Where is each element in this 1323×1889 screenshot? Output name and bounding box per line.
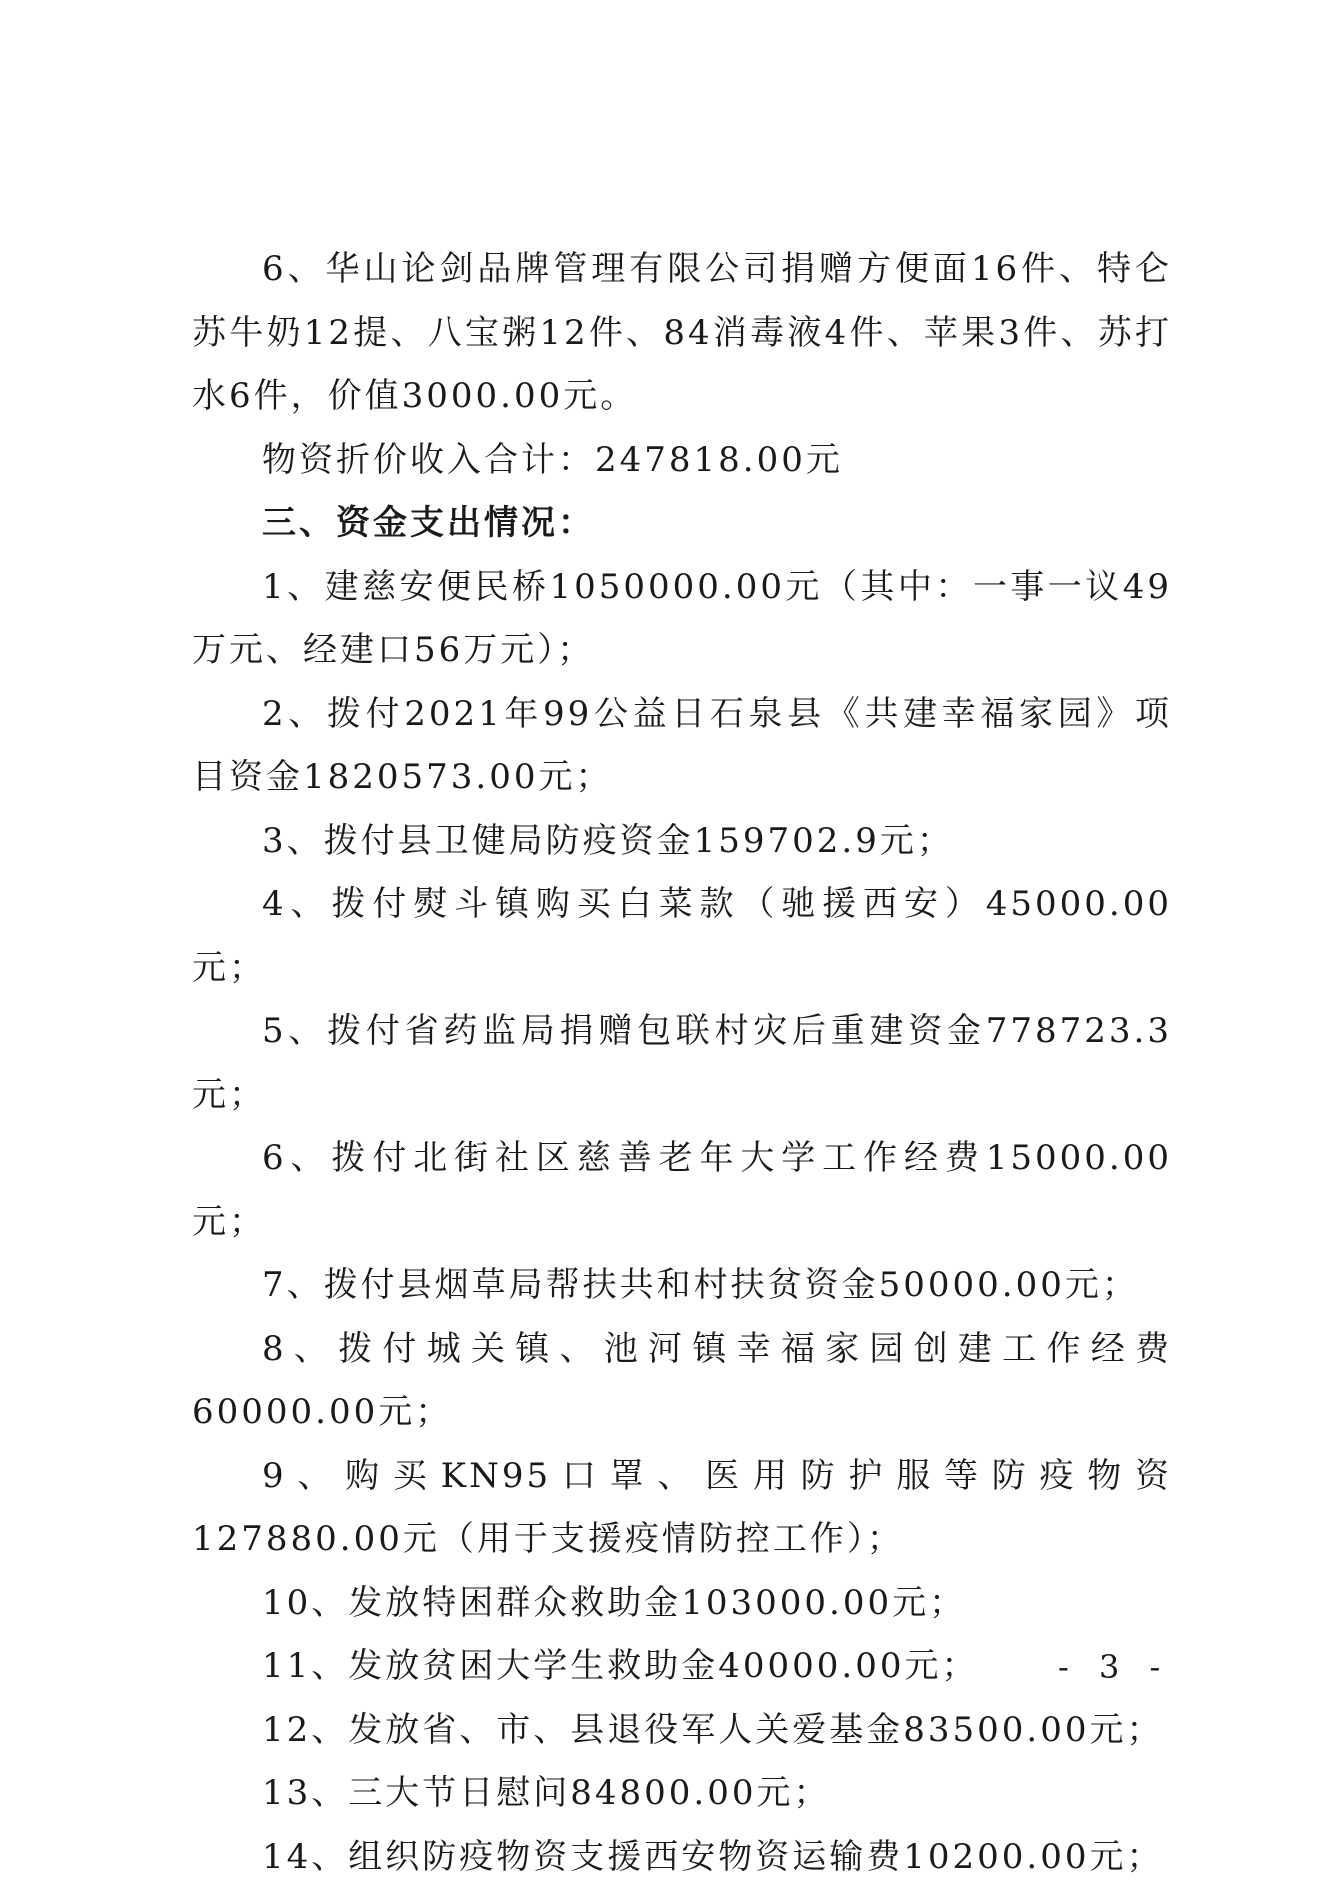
expenditure-item-12: 12、发放省、市、县退役军人关爱基金83500.00元；: [192, 1699, 1172, 1763]
expenditure-item-14: 14、组织防疫物资支援西安物资运输费10200.00元；: [192, 1826, 1172, 1889]
expenditure-item-10: 10、发放特困群众救助金103000.00元；: [192, 1572, 1172, 1636]
expenditure-item-6: 6、拨付北街社区慈善老年大学工作经费15000.00元；: [192, 1127, 1172, 1254]
expenditure-item-1: 1、建慈安便民桥1050000.00元（其中：一事一议49万元、经建口56万元）；: [192, 556, 1172, 683]
expenditure-item-5: 5、拨付省药监局捐赠包联村灾后重建资金778723.3元；: [192, 1000, 1172, 1127]
expenditure-item-11: 11、发放贫困大学生救助金40000.00元；: [192, 1635, 1172, 1699]
expenditure-item-2: 2、拨付2021年99公益日石泉县《共建幸福家园》项目资金1820573.00元；: [192, 683, 1172, 810]
expenditure-item-8: 8、拨付城关镇、池河镇幸福家园创建工作经费60000.00元；: [192, 1318, 1172, 1445]
expenditure-item-7: 7、拨付县烟草局帮扶共和村扶贫资金50000.00元；: [192, 1254, 1172, 1318]
expenditure-item-13: 13、三大节日慰问84800.00元；: [192, 1762, 1172, 1826]
material-income-total: 物资折价收入合计：247818.00元: [192, 429, 1172, 493]
page-number: - 3 -: [1058, 1648, 1170, 1686]
donation-item-6: 6、华山论剑品牌管理有限公司捐赠方便面16件、特仑苏牛奶12提、八宝粥12件、84消毒液4件、苹果3件、苏打水6件，价值3000.00元。: [192, 238, 1172, 429]
document-body: [192, 238, 1172, 1889]
expenditure-item-4: 4、拨付熨斗镇购买白菜款（驰援西安）45000.00元；: [192, 873, 1172, 1000]
expenditure-item-9: 9、购买KN95口罩、医用防护服等防疫物资127880.00元（用于支援疫情防控工作）；: [192, 1445, 1172, 1572]
section-heading-expenditure: 三、资金支出情况：: [192, 492, 1172, 556]
expenditure-item-3: 3、拨付县卫健局防疫资金159702.9元；: [192, 810, 1172, 874]
